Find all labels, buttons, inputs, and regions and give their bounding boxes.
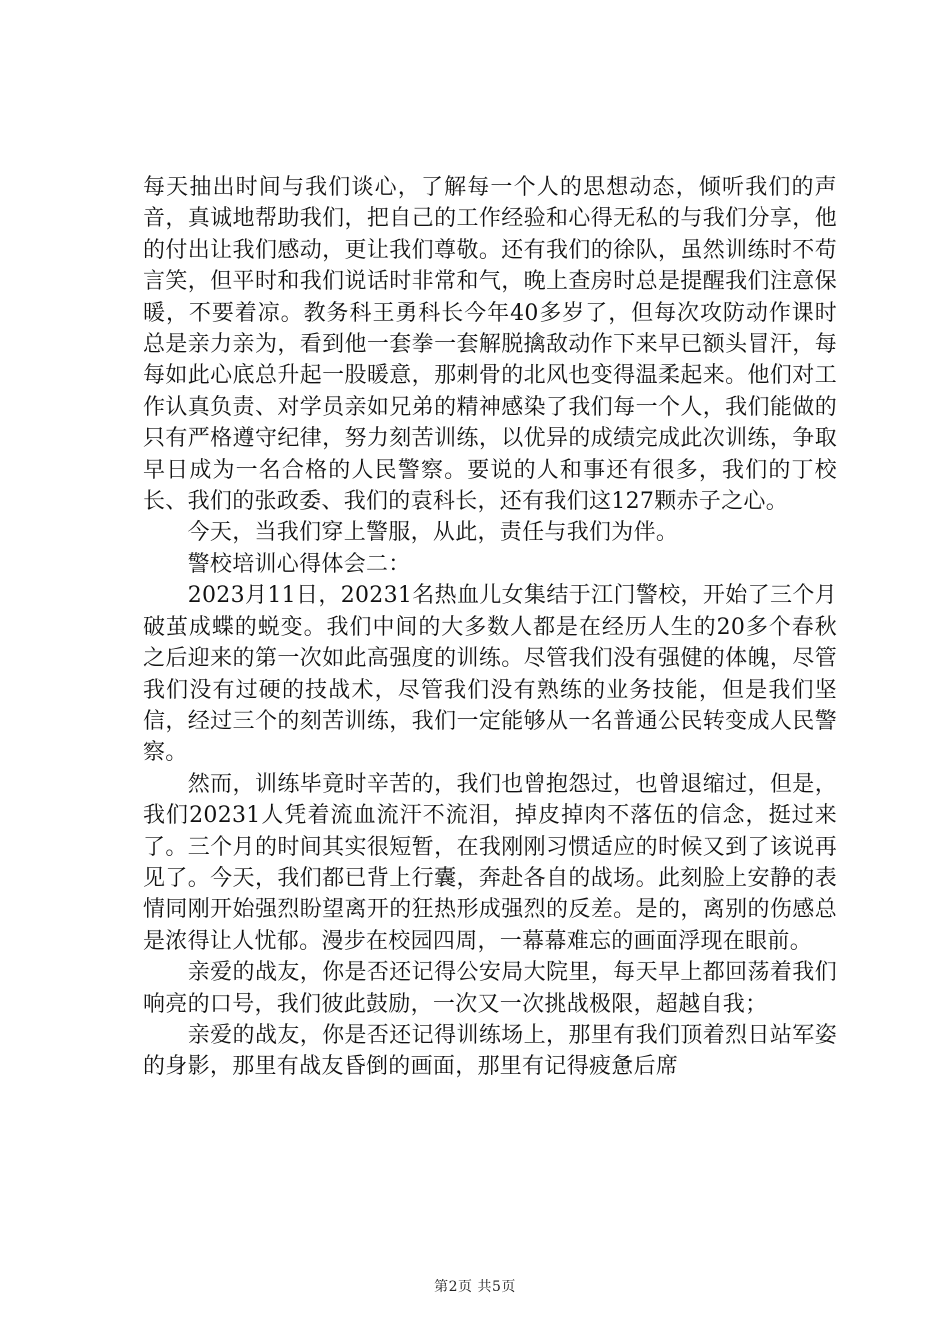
paragraph-1: 每天抽出时间与我们谈心，了解每一个人的思想动态，倾听我们的声音，真诚地帮助我们，把自己的工作经验和心得无私的与我们分享，他的付出让我们感动，更让我们尊敬。还有我们的徐队，虽然训练时不苟言笑，但平时和我们说话时非常和气，晚上查房时总是提醒我们注意保暖，不要着凉。教务科王勇科长今年40多岁了，但每次攻防动作课时总是亲力亲为，看到他一套拳一套解脱擒敌动作下来早已额头冒汗，每每如此心底总升起一股暖意，那刺骨的北风也变得温柔起来。他们对工作认真负责、对学员亲如兄弟的精神感染了我们每一个人，我们能做的只有严格遵守纪律，努力刻苦训练，以优异的成绩完成此次训练，争取早日成为一名合格的人民警察。要说的人和事还有很多，我们的丁校长、我们的张政委、我们的袁科长，还有我们这127颗赤子之心。	[143, 175, 837, 515]
paragraph-2: 今天，当我们穿上警服，从此，责任与我们为伴。	[143, 520, 679, 546]
paragraph-6: 亲爱的战友，你是否还记得公安局大院里，每天早上都回荡着我们响亮的口号，我们彼此鼓励，一次又一次挑战极限，超越自我；	[143, 960, 837, 1017]
document-body	[143, 172, 837, 1083]
page-number-footer: 第2页 共5页	[434, 1279, 516, 1295]
paragraph-5: 然而，训练毕竟时辛苦的，我们也曾抱怨过，也曾退缩过，但是，我们20231人凭着流血流汗不流泪，掉皮掉肉不落伍的信念，挺过来了。三个月的时间其实很短暂，在我刚刚习惯适应的时候又到了该说再见了。今天，我们都已背上行囊，奔赴各自的战场。此刻脸上安静的表情同刚开始强烈盼望离开的狂热形成强烈的反差。是的，离别的伤感总是浓得让人忧郁。漫步在校园四周，一幕幕难忘的画面浮现在眼前。	[143, 771, 837, 954]
paragraph-3-heading: 警校培训心得体会二：	[143, 551, 411, 577]
paragraph-4: 2023月11日，20231名热血儿女集结于江门警校，开始了三个月破茧成蝶的蜕变。我们中间的大多数人都是在经历人生的20多个春秋之后迎来的第一次如此高强度的训练。尽管我们没有强健的体魄，尽管我们没有过硬的技战术，尽管我们没有熟练的业务技能，但是我们坚信，经过三个的刻苦训练，我们一定能够从一名普通公民转变成人民警察。	[143, 583, 837, 766]
paragraph-7: 亲爱的战友，你是否还记得训练场上，那里有我们顶着烈日站军姿的身影，那里有战友昏倒的画面，那里有记得疲惫后席	[143, 1022, 837, 1080]
